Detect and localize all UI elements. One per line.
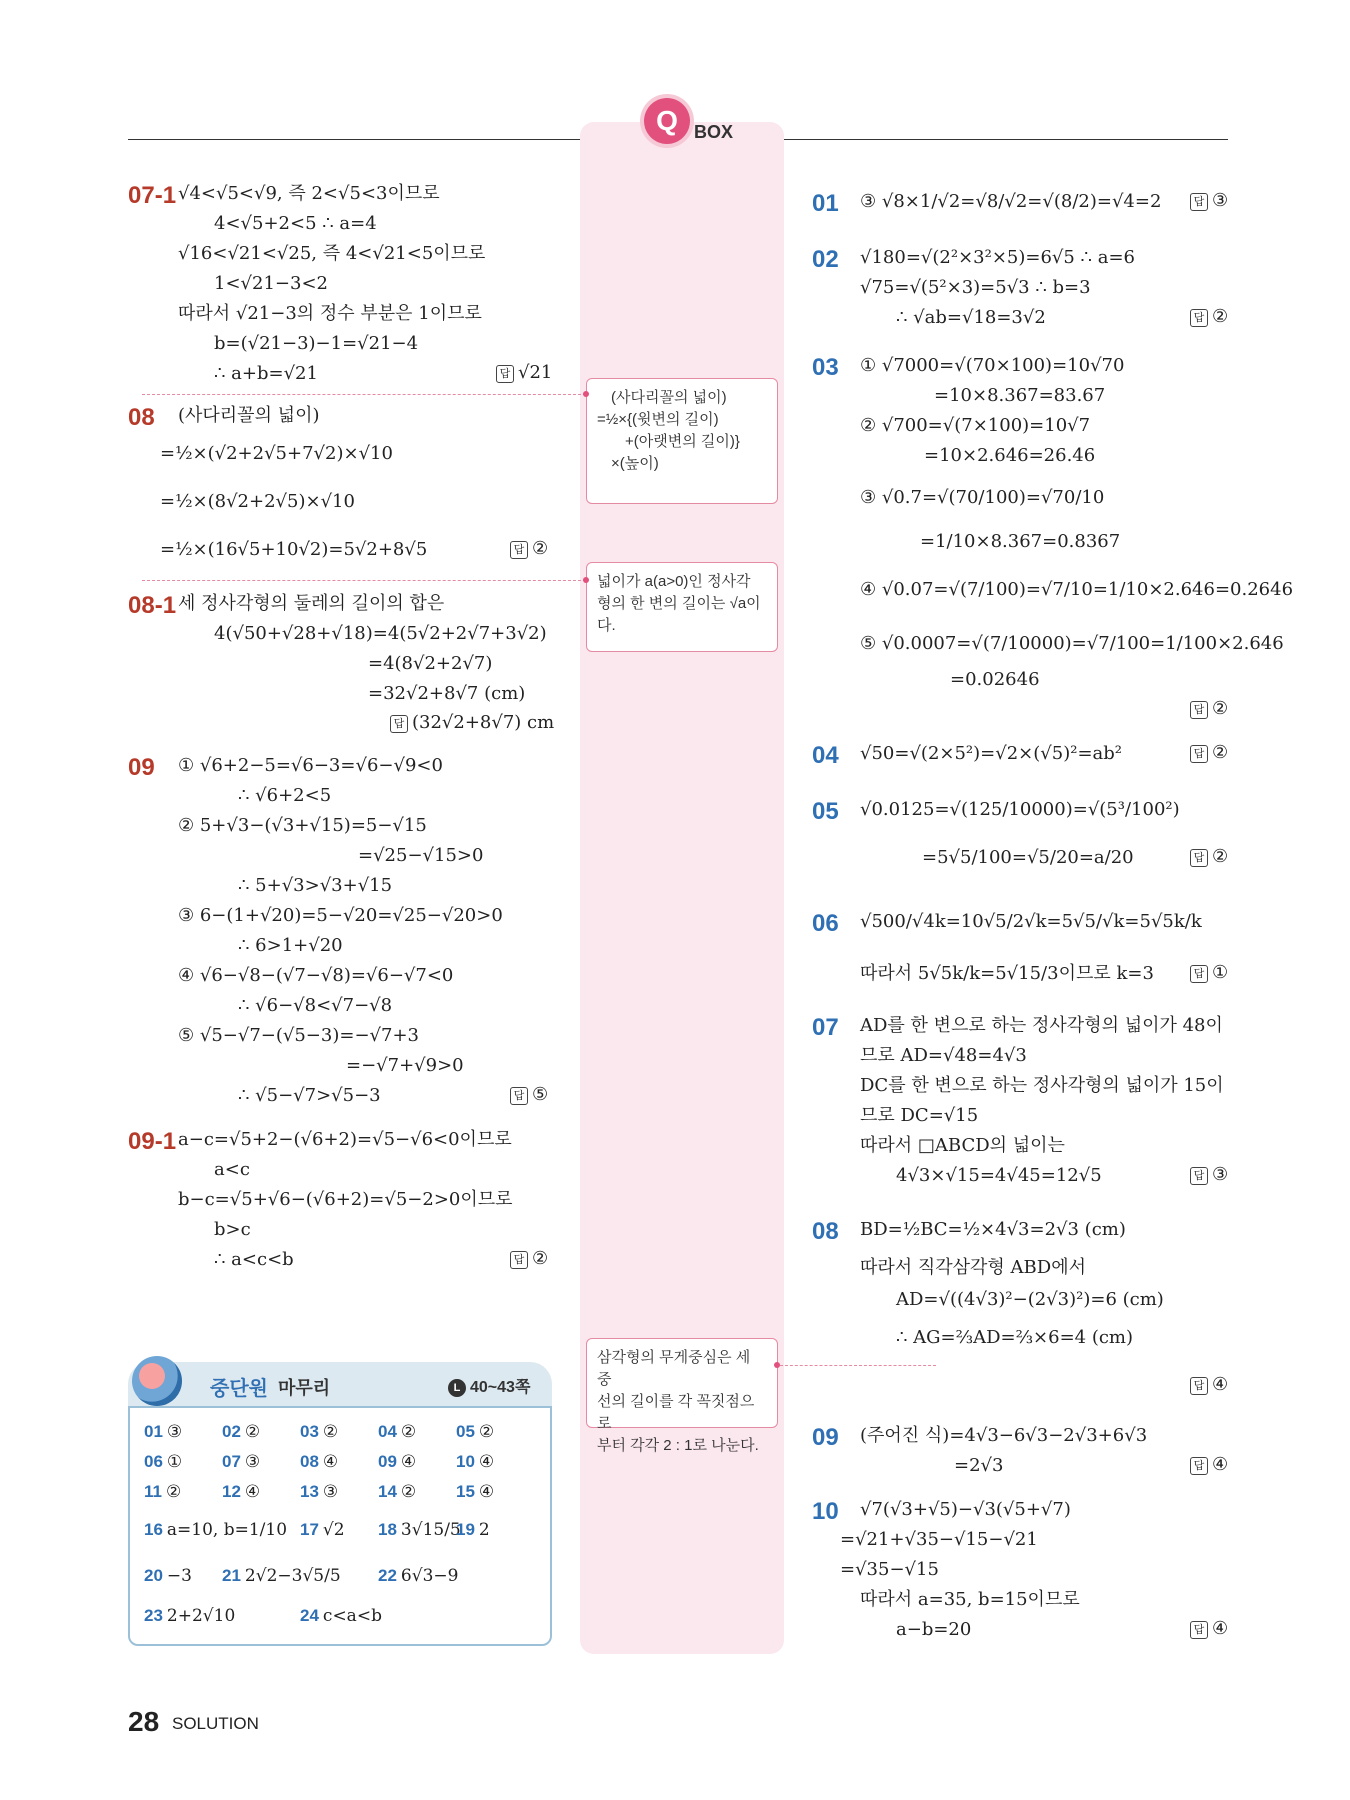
answer-value: (32√2+8√7) cm xyxy=(412,712,555,733)
review-item xyxy=(300,1422,338,1442)
review-item xyxy=(222,1422,260,1442)
answer-value: ③ xyxy=(1212,190,1229,211)
review-ans: ④ xyxy=(478,1452,495,1472)
solution-line: =10×8.367=83.67 xyxy=(934,385,1106,406)
solution-line: ∴ 6>1+√20 xyxy=(238,935,343,956)
problem-number: 07-1 xyxy=(128,182,177,209)
review-num: 19 xyxy=(456,1520,475,1539)
solution-line: =1/10×8.367=0.8367 xyxy=(920,531,1121,552)
review-item xyxy=(300,1452,338,1472)
answer-value: ② xyxy=(1212,306,1229,327)
answer-value: ③ xyxy=(1212,1164,1229,1185)
solution-line: ③ √0.7=√(70/100)=√70/10 xyxy=(860,487,1105,508)
review-box xyxy=(128,1362,552,1648)
solution-line: =32√2+8√7 (cm) xyxy=(368,683,526,704)
answer-mark-icon: 답 xyxy=(1190,1377,1208,1395)
review-num: 09 xyxy=(378,1452,397,1471)
solution-line: ∴ √ab=√18=3√2 xyxy=(896,307,1046,328)
review-body xyxy=(128,1406,552,1646)
review-item xyxy=(456,1520,490,1540)
review-item xyxy=(222,1566,341,1586)
solution-line: a<c xyxy=(214,1159,250,1180)
answer-value: ② xyxy=(1212,742,1229,763)
solution-line: DC를 한 변으로 하는 정사각형의 넓이가 15이 xyxy=(860,1075,1224,1096)
solution-line: =4(8√2+2√7) xyxy=(368,653,493,674)
solution-line: =5√5/100=√5/20=a/20 xyxy=(922,847,1134,868)
review-ans: 3√15/5 xyxy=(400,1520,461,1540)
solution-line: 1<√21−3<2 xyxy=(214,273,328,294)
solution-line: =½×(8√2+2√5)×√10 xyxy=(160,491,355,512)
review-num: 11 xyxy=(144,1482,162,1501)
tip-line: 넓이가 a(a>0)인 정사각 xyxy=(597,573,751,590)
header-rule-left xyxy=(128,139,580,140)
solution-line: =2√3 xyxy=(954,1455,1004,1476)
review-ans: 2 xyxy=(478,1520,490,1540)
tip-connector xyxy=(780,1365,936,1366)
solution-line: BD=½BC=½×4√3=2√3 (cm) xyxy=(860,1219,1126,1240)
solution-line: ① √6+2−5=√6−3=√6−√9<0 xyxy=(178,755,443,776)
review-ans: 2+2√10 xyxy=(166,1606,236,1626)
solution-line: √50=√(2×5²)=√2×(√5)²=ab² xyxy=(860,743,1122,764)
answer xyxy=(1190,742,1228,763)
review-item xyxy=(378,1566,458,1586)
solution-line: =√21+√35−√15−√21 xyxy=(840,1529,1038,1550)
tip-line: (사다리꼴의 넓이) xyxy=(611,389,727,406)
answer xyxy=(496,362,552,383)
solution-line: =½×(16√5+10√2)=5√2+8√5 xyxy=(160,539,428,560)
review-num: 23 xyxy=(144,1606,163,1625)
solution-line: √0.0125=√(125/10000)=√(5³/100²) xyxy=(860,799,1180,820)
review-ans: c<a<b xyxy=(322,1606,382,1626)
answer-mark-icon: 답 xyxy=(1190,849,1208,867)
answer-mark-icon: 답 xyxy=(390,715,408,733)
solution-line: (사다리꼴의 넓이) xyxy=(178,405,320,426)
solution-line: √7(√3+√5)−√3(√5+√7) xyxy=(860,1499,1071,1520)
qbox-logo-icon: Q xyxy=(644,98,690,144)
tip-box-centroid xyxy=(586,1338,778,1454)
answer xyxy=(1190,846,1228,867)
problem-number: 09 xyxy=(812,1424,839,1451)
solution-line: =−√7+√9>0 xyxy=(346,1055,464,1076)
solution-line: √75=√(5²×3)=5√3 ∴ b=3 xyxy=(860,277,1091,298)
tip-line: 형의 한 변의 길이는 √a이 xyxy=(597,595,761,612)
answer xyxy=(1190,190,1228,211)
review-num: 08 xyxy=(300,1452,319,1471)
review-ans: ④ xyxy=(244,1482,261,1502)
review-num: 04 xyxy=(378,1422,397,1441)
answer xyxy=(510,1084,548,1105)
problem-number: 08 xyxy=(128,404,155,431)
problem-number: 01 xyxy=(812,190,839,217)
solution-line: ∴ a<c<b xyxy=(214,1249,294,1270)
header-rule-right xyxy=(784,139,1228,140)
review-num: 06 xyxy=(144,1452,163,1471)
problem-number: 04 xyxy=(812,742,839,769)
answer-mark-icon: 답 xyxy=(1190,309,1208,327)
answer-mark-icon: 답 xyxy=(510,1251,528,1269)
review-num: 21 xyxy=(222,1566,241,1585)
review-ball-icon xyxy=(132,1356,182,1406)
answer xyxy=(1190,1618,1228,1639)
problem-number: 08 xyxy=(812,1218,839,1245)
review-item xyxy=(456,1482,494,1502)
answer-value: ④ xyxy=(1212,1618,1229,1639)
answer-mark-icon: 답 xyxy=(1190,1457,1208,1475)
review-num: 18 xyxy=(378,1520,397,1539)
review-item xyxy=(144,1422,182,1442)
solution-line: ① √7000=√(70×100)=10√70 xyxy=(860,355,1125,376)
solution-line: =0.02646 xyxy=(950,669,1040,690)
review-item xyxy=(144,1452,182,1472)
solution-line: AD=√((4√3)²−(2√3)²)=6 (cm) xyxy=(896,1289,1164,1310)
solution-line: ⑤ √5−√7−(√5−3)=−√7+3 xyxy=(178,1025,419,1046)
solution-line: 므로 DC=√15 xyxy=(860,1105,979,1126)
solution-line: ∴ √6+2<5 xyxy=(238,785,332,806)
review-num: 03 xyxy=(300,1422,319,1441)
solution-line: b>c xyxy=(214,1219,251,1240)
tip-connector xyxy=(142,580,586,581)
review-ans: ② xyxy=(400,1422,417,1442)
review-item xyxy=(144,1566,192,1586)
solution-line: 따라서 직각삼각형 ABD에서 xyxy=(860,1257,1086,1278)
tip-line: 부터 각각 2 : 1로 나눈다. xyxy=(597,1437,759,1454)
answer-mark-icon: 답 xyxy=(1190,965,1208,983)
answer xyxy=(510,1248,548,1269)
solution-line: 따라서 5√5k/k=5√15/3이므로 k=3 xyxy=(860,963,1154,984)
review-ans: 6√3−9 xyxy=(400,1566,459,1586)
review-num: 22 xyxy=(378,1566,397,1585)
tip-line: +(아랫변의 길이)} xyxy=(625,433,740,450)
review-ans: ② xyxy=(165,1482,182,1502)
solution-line: 4<√5+2<5 ∴ a=4 xyxy=(214,213,377,234)
review-num: 02 xyxy=(222,1422,241,1441)
review-ans: a=10, b=1/10 xyxy=(166,1520,288,1540)
review-ans: ① xyxy=(166,1452,183,1472)
answer xyxy=(1190,1454,1228,1475)
review-ans: ④ xyxy=(400,1452,417,1472)
review-num: 01 xyxy=(144,1422,163,1441)
tip-line: =½×{(윗변의 길이) xyxy=(597,411,719,428)
answer-mark-icon: 답 xyxy=(1190,701,1208,719)
solution-line: =√25−√15>0 xyxy=(358,845,484,866)
review-title: 중단원 xyxy=(210,1378,268,1400)
review-item xyxy=(378,1422,416,1442)
solution-line: ③ 6−(1+√20)=5−√20=√25−√20>0 xyxy=(178,905,503,926)
review-ans: ② xyxy=(478,1422,495,1442)
solution-line: √500/√4k=10√5/2√k=5√5/√k=5√5k/k xyxy=(860,911,1202,932)
solution-line: 따라서 √21−3의 정수 부분은 1이므로 xyxy=(178,303,482,324)
qbox-title: BOX xyxy=(694,122,734,142)
lesson-icon: L xyxy=(448,1379,466,1397)
problem-number: 09-1 xyxy=(128,1128,177,1155)
solution-line: ∴ √5−√7>√5−3 xyxy=(238,1085,381,1106)
review-num: 07 xyxy=(222,1452,241,1471)
answer xyxy=(1190,698,1228,719)
review-item xyxy=(378,1520,461,1540)
problem-number: 09 xyxy=(128,754,155,781)
review-ans: ③ xyxy=(244,1452,261,1472)
review-item xyxy=(378,1482,416,1502)
answer xyxy=(510,538,548,559)
solution-line: a−c=√5+2−(√6+2)=√5−√6<0이므로 xyxy=(178,1129,512,1150)
solution-line: √180=√(2²×3²×5)=6√5 ∴ a=6 xyxy=(860,247,1135,268)
problem-number: 10 xyxy=(812,1498,839,1525)
answer xyxy=(1190,962,1228,983)
review-ans: ② xyxy=(322,1422,339,1442)
answer-value: ② xyxy=(1212,846,1229,867)
tip-dot-icon xyxy=(583,577,589,583)
review-num: 17 xyxy=(300,1520,319,1539)
review-num: 15 xyxy=(456,1482,475,1501)
answer-value: ② xyxy=(532,538,549,559)
answer xyxy=(1190,306,1228,327)
tip-line: ×(높이) xyxy=(611,455,659,472)
problem-number: 05 xyxy=(812,798,839,825)
tip-dot-icon xyxy=(583,391,589,397)
answer-value: ① xyxy=(1212,962,1229,983)
solution-line: b=(√21−3)−1=√21−4 xyxy=(214,333,419,354)
review-item xyxy=(222,1452,260,1472)
solution-line: 따라서 a=35, b=15이므로 xyxy=(860,1589,1080,1610)
solution-line: ⑤ √0.0007=√(7/10000)=√7/100=1/100×2.646 xyxy=(860,633,1284,654)
answer-value: ④ xyxy=(1212,1454,1229,1475)
review-item xyxy=(144,1482,181,1502)
review-item xyxy=(144,1606,235,1626)
problem-number: 03 xyxy=(812,354,839,381)
tip-line: 다. xyxy=(597,617,616,634)
tip-box-trapezoid xyxy=(586,378,778,504)
answer-value: ⑤ xyxy=(532,1084,549,1105)
review-item xyxy=(144,1520,287,1540)
solution-line: √4<√5<√9, 즉 2<√5<3이므로 xyxy=(178,183,440,204)
solution-line: ② √700=√(7×100)=10√7 xyxy=(860,415,1091,436)
review-num: 16 xyxy=(144,1520,163,1539)
solution-line: AD를 한 변으로 하는 정사각형의 넓이가 48이 xyxy=(860,1015,1223,1036)
answer-mark-icon: 답 xyxy=(510,1087,528,1105)
problem-number: 07 xyxy=(812,1014,839,1041)
tip-box-square xyxy=(586,562,778,652)
problem-number: 02 xyxy=(812,246,839,273)
solution-line: =√35−√15 xyxy=(840,1559,939,1580)
review-num: 10 xyxy=(456,1452,475,1471)
review-item xyxy=(222,1482,260,1502)
answer xyxy=(1190,1164,1228,1185)
review-ans: −3 xyxy=(166,1566,192,1586)
review-item xyxy=(456,1452,494,1472)
answer xyxy=(1190,1374,1228,1395)
solution-line: a−b=20 xyxy=(896,1619,972,1640)
tip-line: 선의 길이를 각 꼭짓점으로 xyxy=(597,1393,755,1432)
solution-line: 므로 AD=√48=4√3 xyxy=(860,1045,1027,1066)
answer xyxy=(390,712,554,733)
answer-mark-icon: 답 xyxy=(1190,745,1208,763)
tip-line: 삼각형의 무게중심은 세 중 xyxy=(597,1349,751,1388)
review-num: 12 xyxy=(222,1482,241,1501)
answer-value: ② xyxy=(1212,698,1229,719)
page-number: 28 xyxy=(128,1706,160,1737)
problem-number: 08-1 xyxy=(128,592,177,619)
review-page-ref xyxy=(448,1374,530,1397)
solution-line: 세 정사각형의 둘레의 길이의 합은 xyxy=(178,593,445,614)
review-subtitle: 마무리 xyxy=(278,1378,331,1398)
review-ans: √2 xyxy=(322,1520,345,1540)
review-item xyxy=(378,1452,416,1472)
solution-line: 따라서 □ABCD의 넓이는 xyxy=(860,1135,1065,1156)
solution-line: ② 5+√3−(√3+√15)=5−√15 xyxy=(178,815,427,836)
review-item xyxy=(300,1520,345,1540)
answer-mark-icon: 답 xyxy=(496,365,514,383)
solution-line: ④ √0.07=√(7/100)=√7/10=1/10×2.646=0.2646 xyxy=(860,579,1294,600)
review-num: 14 xyxy=(378,1482,397,1501)
page-ref-text: 40~43쪽 xyxy=(470,1379,531,1396)
answer-value: ② xyxy=(532,1248,549,1269)
review-item xyxy=(300,1482,338,1502)
solution-line: (주어진 식)=4√3−6√3−2√3+6√3 xyxy=(860,1425,1148,1446)
review-num: 05 xyxy=(456,1422,475,1441)
solution-line: =½×(√2+2√5+7√2)×√10 xyxy=(160,443,393,464)
solution-line: b−c=√5+√6−(√6+2)=√5−2>0이므로 xyxy=(178,1189,513,1210)
review-ans: ③ xyxy=(166,1422,183,1442)
answer-mark-icon: 답 xyxy=(510,541,528,559)
review-ans: ② xyxy=(400,1482,417,1502)
solution-line: ∴ a+b=√21 xyxy=(214,363,318,384)
review-num: 24 xyxy=(300,1606,319,1625)
solution-line: √16<√21<√25, 즉 4<√21<5이므로 xyxy=(178,243,486,264)
tip-connector xyxy=(142,394,586,395)
review-num: 13 xyxy=(300,1482,319,1501)
solution-line: 4(√50+√28+√18)=4(5√2+2√7+3√2) xyxy=(214,623,547,644)
answer-value: √21 xyxy=(518,362,553,383)
solution-line: ③ √8×1/√2=√8/√2=√(8/2)=√4=2 xyxy=(860,191,1162,212)
review-ans: ④ xyxy=(322,1452,339,1472)
answer-mark-icon: 답 xyxy=(1190,1621,1208,1639)
review-ans: ② xyxy=(244,1422,261,1442)
solution-line: ∴ √6−√8<√7−√8 xyxy=(238,995,393,1016)
review-ans: ③ xyxy=(322,1482,339,1502)
review-ans: 2√2−3√5/5 xyxy=(244,1566,341,1586)
solution-line: 4√3×√15=4√45=12√5 xyxy=(896,1165,1102,1186)
review-item xyxy=(300,1606,382,1626)
solution-line: ④ √6−√8−(√7−√8)=√6−√7<0 xyxy=(178,965,454,986)
problem-number: 06 xyxy=(812,910,839,937)
review-item xyxy=(456,1422,494,1442)
answer-value: ④ xyxy=(1212,1374,1229,1395)
solution-line: ∴ 5+√3>√3+√15 xyxy=(238,875,393,896)
answer-mark-icon: 답 xyxy=(1190,193,1208,211)
review-num: 20 xyxy=(144,1566,163,1585)
review-ans: ④ xyxy=(478,1482,495,1502)
answer-mark-icon: 답 xyxy=(1190,1167,1208,1185)
solution-line: =10×2.646=26.46 xyxy=(924,445,1096,466)
solution-line: ∴ AG=⅔AD=⅔×6=4 (cm) xyxy=(896,1327,1134,1348)
page-label: SOLUTION xyxy=(172,1714,259,1733)
